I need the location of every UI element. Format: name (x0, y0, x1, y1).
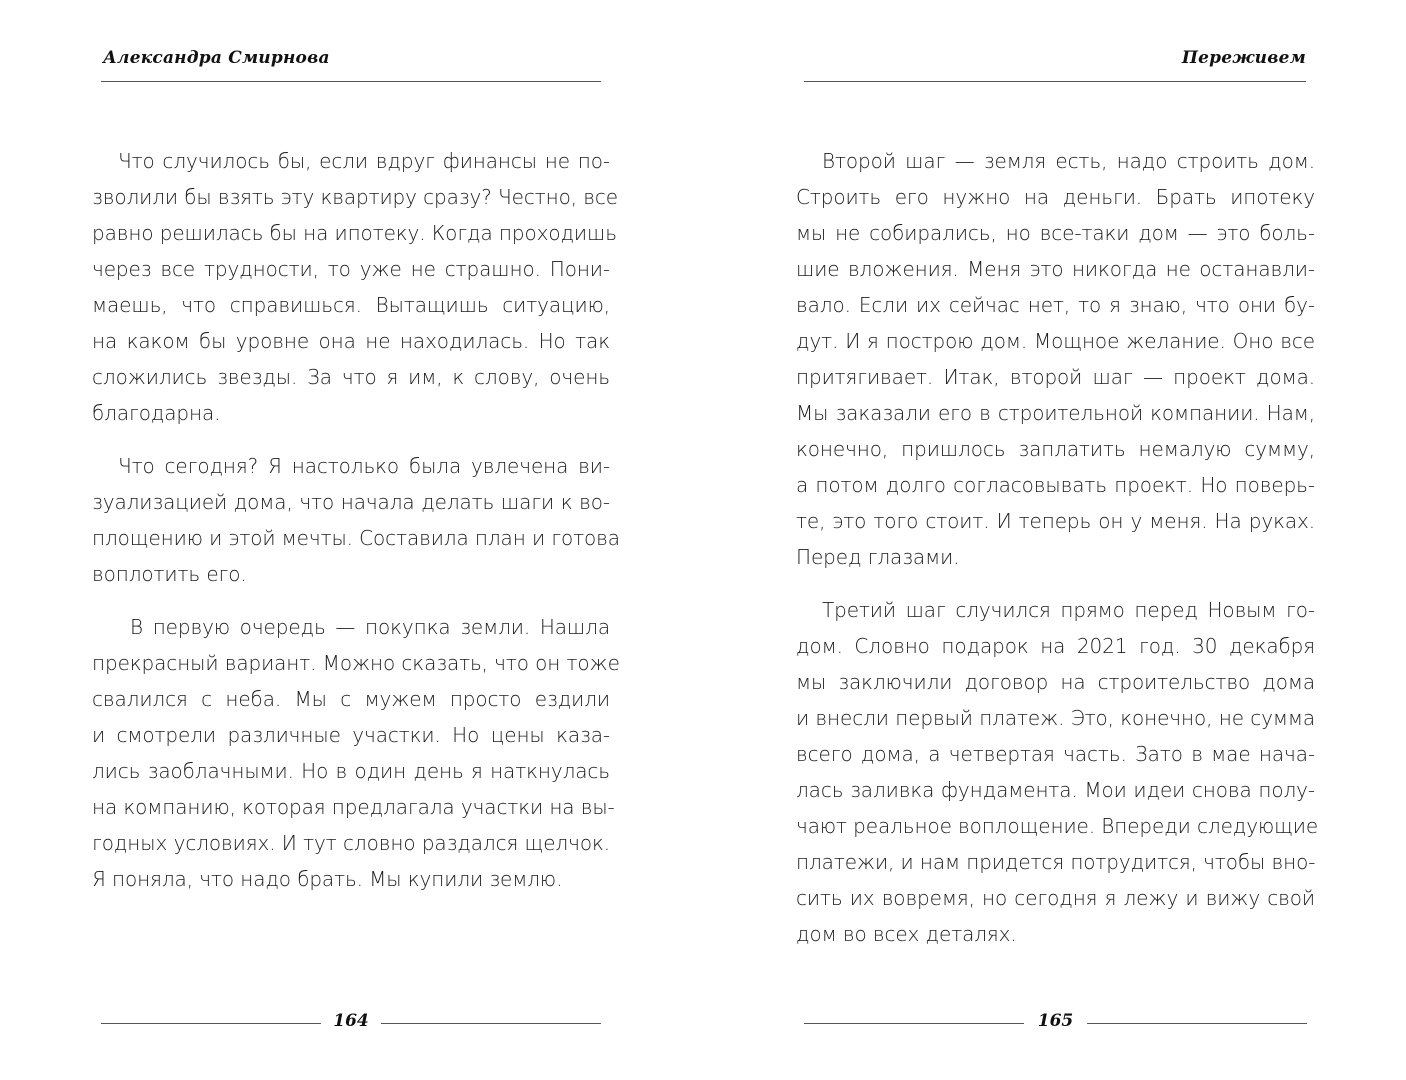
text-line: прекрасный вариант. Можно сказать, что он тоже (92, 651, 620, 675)
right-page (703, 0, 1406, 1080)
paragraph (796, 592, 1319, 952)
footer-rule-right (381, 1023, 601, 1024)
text-line: лась заливка фундамента. Мои идеи снова полу- (796, 778, 1315, 802)
text-line: благодарна. (92, 401, 221, 425)
text-line: равно решилась бы на ипотеку. Когда проходишь (92, 221, 617, 245)
text-line: а потом долго согласовывать проект. Но поверь- (796, 473, 1315, 497)
text-line: чают реальное воплощение. Впереди следующие (796, 814, 1319, 838)
text-line: и смотрели различные участки. Но цены каза- (92, 723, 610, 747)
text-line: и внесли первый платеж. Это, конечно, не сумма (796, 706, 1315, 730)
header-rule (101, 81, 601, 82)
text-line: Что случилось бы, если вдруг финансы не по- (118, 149, 610, 173)
text-line: притягивает. Итак, второй шаг — проект дома. (796, 365, 1315, 389)
text-line: Строить его нужно на деньги. Брать ипотеку (796, 185, 1315, 209)
text-line: шие вложения. Меня это никогда не останавли- (796, 257, 1315, 281)
text-line: воплотить его. (92, 562, 247, 586)
text-line: платежи, и нам придется потрудится, чтобы вно- (796, 850, 1316, 874)
page-number: 165 (1037, 1011, 1074, 1031)
text-line: сить их вовремя, но сегодня я лежу и вижу свой (796, 886, 1315, 910)
text-line: Перед глазами. (796, 545, 960, 569)
text-line: те, это того стоит. И теперь он у меня. На руках. (796, 509, 1315, 533)
text-line: маешь, что справишься. Вытащишь ситуацию, (92, 293, 610, 317)
paragraph (92, 143, 618, 431)
text-line: дом во всех деталях. (796, 922, 1017, 946)
text-line: на компанию, которая предлагала участки на вы- (92, 795, 615, 819)
paragraph (796, 143, 1315, 575)
text-line: свалился с неба. Мы с мужем просто ездили (92, 687, 610, 711)
text-line: годных условиях. И тут словно раздался щелчок. (92, 831, 610, 855)
text-line: через все трудности, то уже не страшно. Пони- (92, 257, 610, 281)
page-footer (101, 1011, 601, 1035)
text-line: Мы заказали его в строительной компании. Нам, (796, 401, 1315, 425)
text-line: вало. Если их сейчас нет, то я знаю, что они бу- (796, 293, 1315, 317)
paragraph (92, 448, 620, 592)
body-text (796, 143, 1319, 952)
paragraph (92, 609, 620, 897)
running-head-author: Александра Смирнова (103, 48, 330, 68)
text-line: на каком бы уровне она не находилась. Но так (92, 329, 610, 353)
text-line: дут. И я построю дом. Мощное желание. Оно все (796, 329, 1315, 353)
text-line: В первую очередь — покупка земли. Нашла (130, 615, 610, 639)
text-line: зволили бы взять эту квартиру сразу? Честно, все (92, 185, 618, 209)
header-rule (804, 81, 1306, 82)
text-line: Я поняла, что надо брать. Мы купили землю. (92, 867, 563, 891)
page-number: 164 (333, 1011, 369, 1031)
text-line: лись заоблачными. Но в один день я наткнулась (92, 759, 610, 783)
text-line: сложились звезды. За что я им, к слову, очень (92, 365, 610, 389)
text-line: конечно, пришлось заплатить немалую сумму, (796, 437, 1315, 461)
text-line: мы заключили договор на строительство дома (796, 670, 1315, 694)
footer-rule-right (1087, 1023, 1307, 1024)
text-line: всего дома, а четвертая часть. Зато в мае нача- (796, 742, 1315, 766)
text-line: Что сегодня? Я настолько была увлечена ви- (118, 454, 610, 478)
text-line: Третий шаг случился прямо перед Новым го- (822, 598, 1315, 622)
text-line: площению и этой мечты. Составила план и готова (92, 526, 620, 550)
text-line: зуализацией дома, что начала делать шаги к во- (92, 490, 610, 514)
text-line: мы не собирались, но все-таки дом — это боль- (796, 221, 1315, 245)
body-text (92, 143, 620, 897)
page-footer (804, 1011, 1307, 1035)
text-line: Второй шаг — земля есть, надо строить дом. (822, 149, 1315, 173)
text-line: дом. Словно подарок на 2021 год. 30 декабря (796, 634, 1315, 658)
running-head-title: Переживем (1181, 48, 1306, 68)
